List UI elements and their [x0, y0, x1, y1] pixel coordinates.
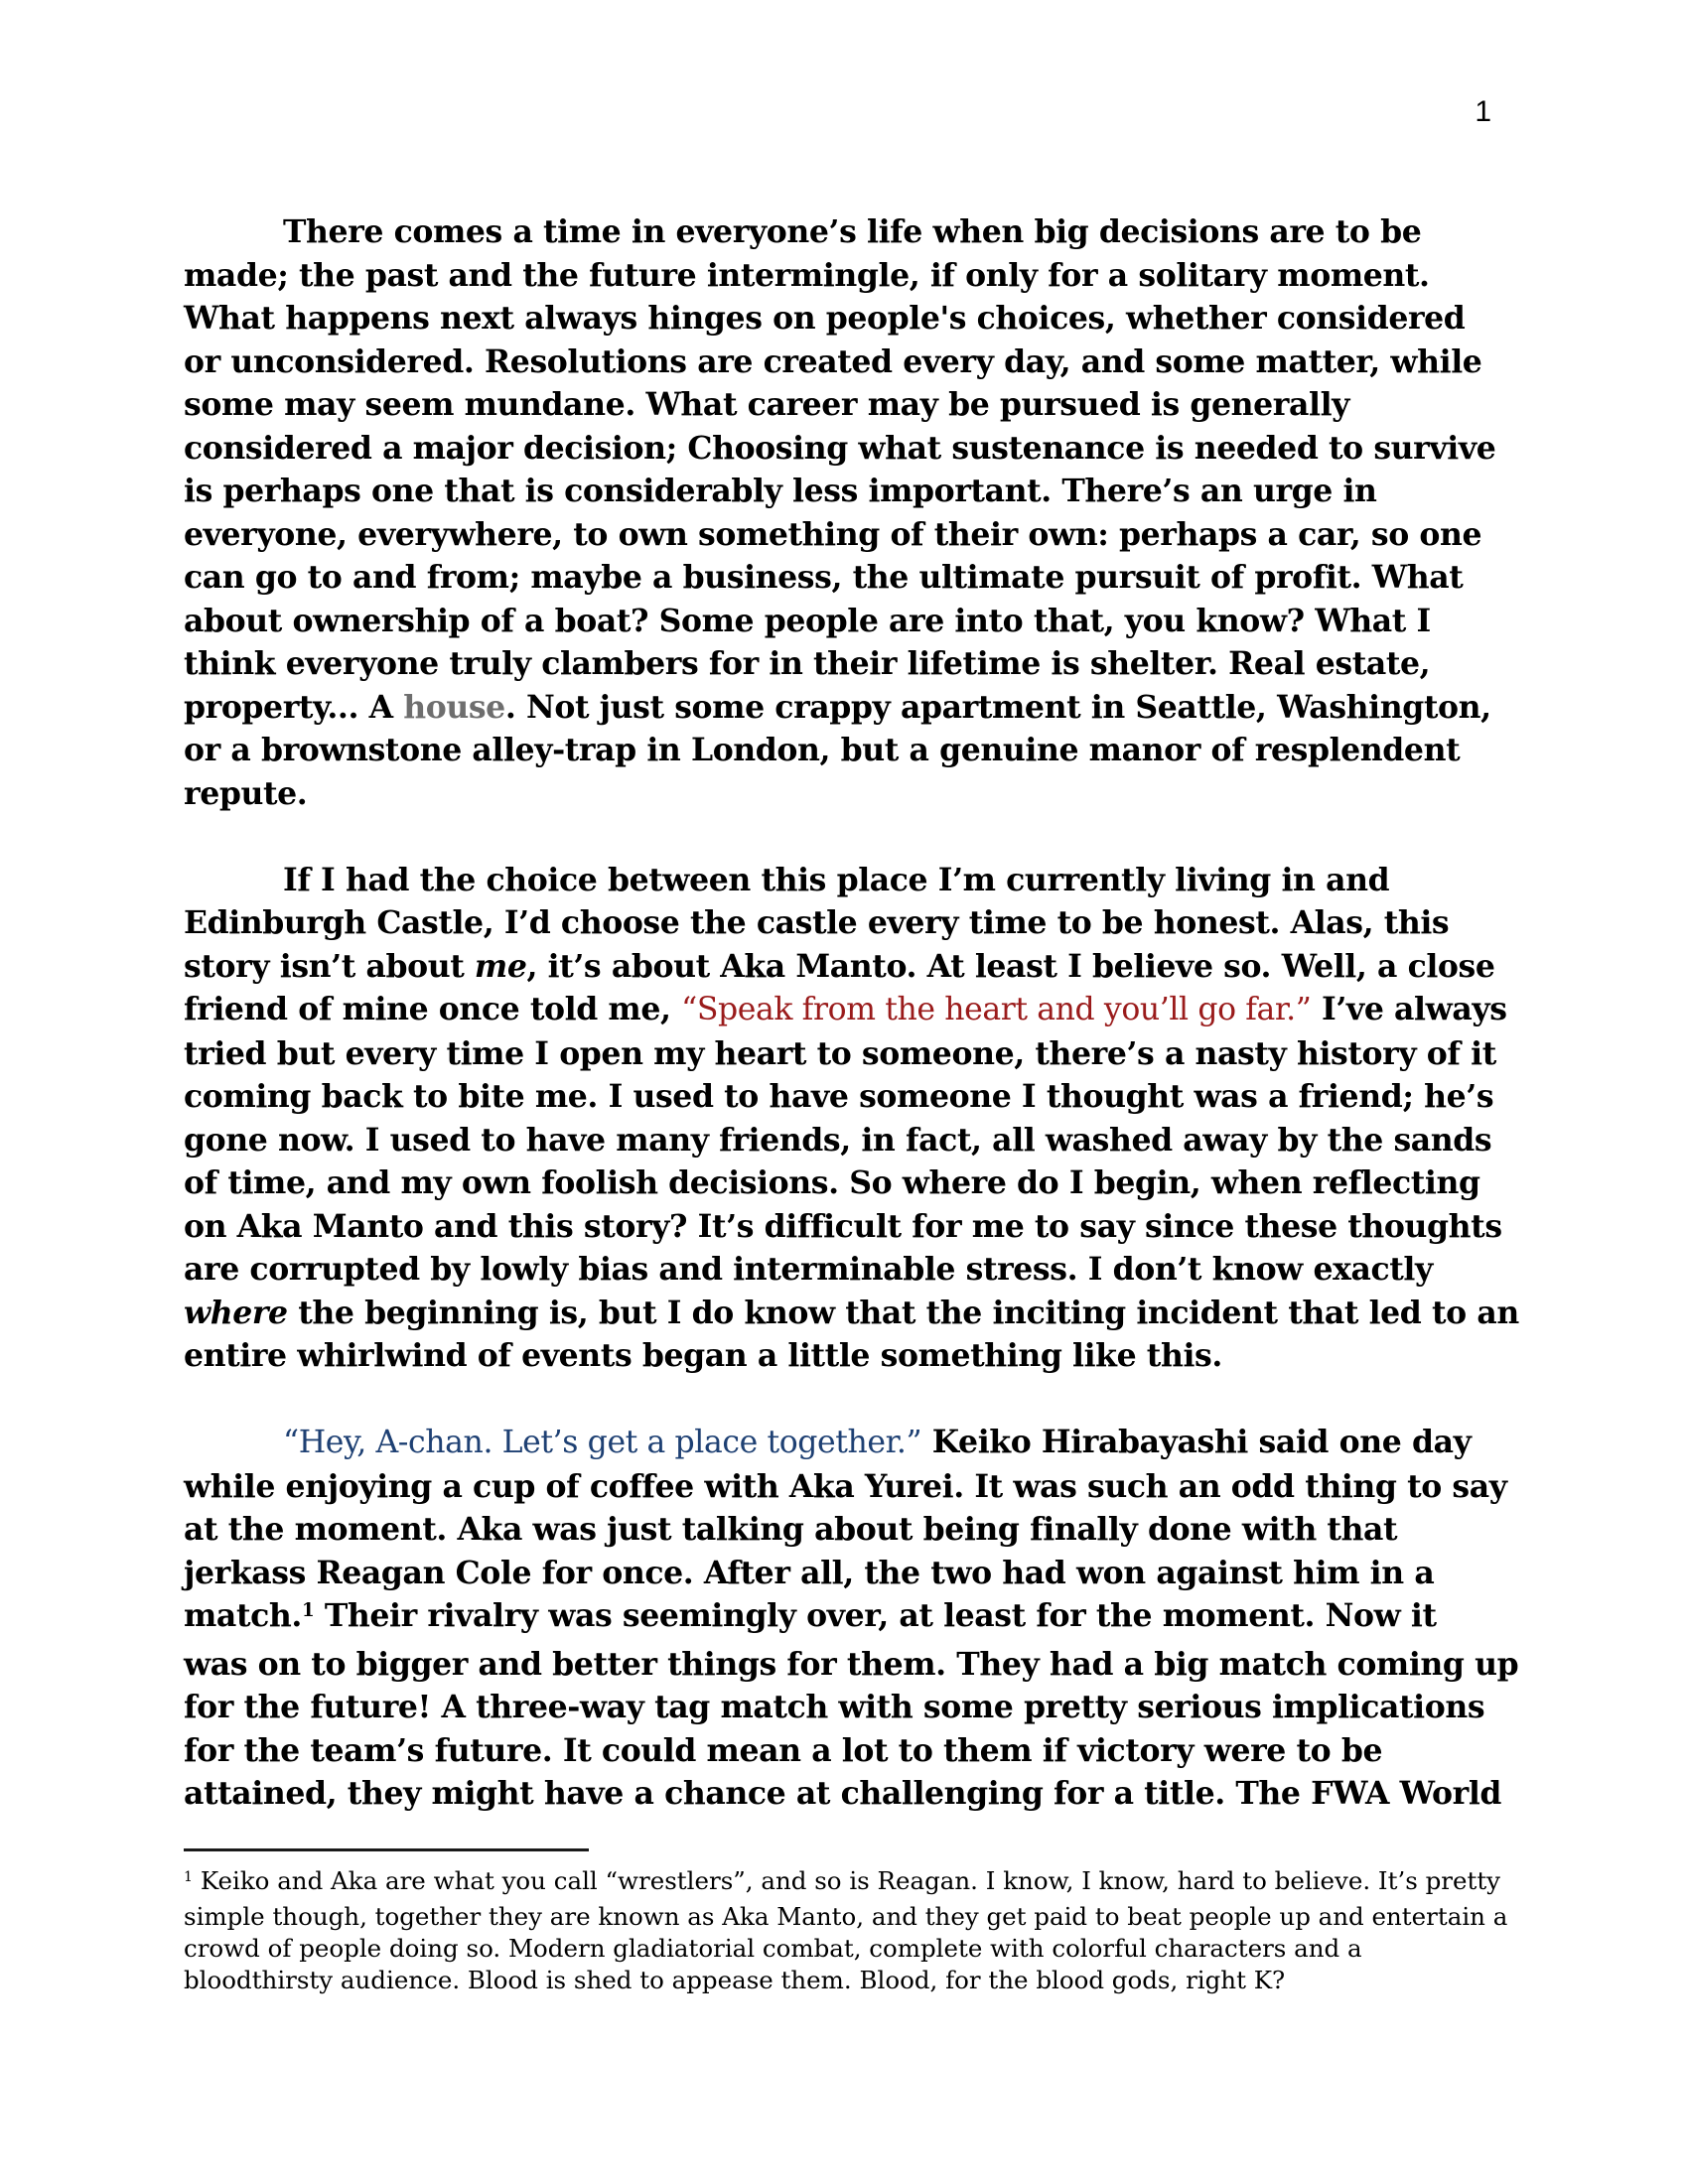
- text-segment: bloodthirsty audience. Blood is shed to appease them. Blood, for the blood gods, right K?: [184, 1965, 1286, 1994]
- text-segment: for the future! A three-way tag match with some pretty serious implications: [184, 1689, 1485, 1725]
- text-line: [184, 901, 1519, 945]
- text-line: [184, 556, 1519, 600]
- text-segment: or unconsidered. Resolutions are created every day, and some matter, while: [184, 342, 1482, 380]
- text-segment: can go to and from; maybe a business, the ultimate pursuit of profit. What: [184, 559, 1464, 596]
- text-segment: story isn’t about: [184, 947, 475, 985]
- text-segment: where: [184, 1294, 288, 1331]
- text-line: [184, 1205, 1519, 1249]
- text-line: [184, 1465, 1519, 1509]
- footnote-ref: 1: [301, 1599, 315, 1621]
- text-segment: everyone, everywhere, to own something of their own: perhaps a car, so one: [184, 515, 1482, 553]
- footnote: [0, 1848, 1688, 1996]
- text-line: [184, 1965, 1519, 1996]
- text-line: [184, 1865, 1519, 1901]
- text-segment: while enjoying a cup of coffee with Aka Yurei. It was such an odd thing to say: [184, 1467, 1507, 1505]
- text-segment: Keiko and Aka are what you call “wrestlers”, and so is Reagan. I know, I know, hard to believe. It’s pretty: [193, 1865, 1501, 1895]
- text-line: [184, 1594, 1519, 1643]
- text-line: [184, 427, 1519, 471]
- text-segment: jerkass Reagan Cole for once. After all, the two had won against him in a: [184, 1554, 1435, 1591]
- text-line: [184, 470, 1519, 513]
- text-segment: me: [474, 947, 527, 985]
- red-quote: “Speak from the heart and you’ll go far.”: [681, 992, 1312, 1027]
- footnote-number: 1: [184, 1868, 194, 1885]
- text-segment: about ownership of a boat? Some people are into that, you know? What I: [184, 602, 1431, 639]
- text-segment: repute.: [184, 774, 308, 812]
- text-segment: on Aka Manto and this story? It’s difficult for me to say since these thoughts: [184, 1207, 1502, 1245]
- text-line: [184, 383, 1519, 427]
- text-segment: property... A: [184, 688, 404, 726]
- text-line: [184, 210, 1519, 254]
- text-segment: crowd of people doing so. Modern gladiatorial combat, complete with colorful characters and a: [184, 1933, 1362, 1963]
- footnote-text: [184, 1865, 1519, 1996]
- footnote-divider: [184, 1848, 589, 1851]
- text-segment: simple though, together they are known as Aka Manto, and they get paid to beat people up and entertain a: [184, 1901, 1508, 1931]
- text-segment: friend of mine once told me,: [184, 991, 682, 1027]
- text-segment: There comes a time in everyone’s life when big decisions are to be: [283, 213, 1422, 250]
- text-segment: Keiko Hirabayashi said one day: [921, 1424, 1472, 1460]
- text-segment: for the team’s future. It could mean a lot to them if victory were to be: [184, 1731, 1383, 1769]
- text-line: [184, 729, 1519, 772]
- paragraph-1: [184, 210, 1519, 815]
- page-number: 1: [1475, 95, 1491, 128]
- text-segment: or a brownstone alley-trap in London, but a genuine manor of resplendent: [184, 732, 1461, 768]
- blue-quote: “Hey, A-chan. Let’s get a place together.”: [283, 1425, 922, 1460]
- text-line: [184, 772, 1519, 816]
- text-line: [184, 341, 1519, 384]
- text-line: [184, 1161, 1519, 1205]
- text-line: [184, 859, 1519, 902]
- house-colored-text: house: [403, 688, 505, 726]
- text-segment: are corrupted by lowly bias and interminable stress. I don’t know exactly: [184, 1251, 1433, 1288]
- text-line: [184, 1248, 1519, 1292]
- text-line: [184, 686, 1519, 730]
- text-line: [184, 1643, 1519, 1687]
- text-line: [184, 1686, 1519, 1729]
- text-segment: attained, they might have a chance at challenging for a title. The FWA World: [184, 1775, 1502, 1812]
- paragraph-2: [184, 859, 1519, 1378]
- text-line: [184, 642, 1519, 686]
- text-segment: What happens next always hinges on people's choices, whether considered: [184, 300, 1466, 337]
- text-segment: the beginning is, but I do know that the inciting incident that led to an: [287, 1294, 1519, 1331]
- text-line: [184, 1901, 1519, 1933]
- text-segment: made; the past and the future intermingle, if only for a solitary moment.: [184, 256, 1430, 294]
- text-line: [184, 945, 1519, 989]
- text-line: [184, 1334, 1519, 1378]
- text-segment: at the moment. Aka was just talking about being finally done with that: [184, 1511, 1398, 1548]
- document-body: [0, 210, 1688, 1816]
- text-line: [184, 1032, 1519, 1076]
- text-segment: of time, and my own foolish decisions. So where do I begin, when reflecting: [184, 1164, 1480, 1201]
- text-line: [184, 254, 1519, 298]
- text-segment: gone now. I used to have many friends, in fact, all washed away by the sands: [184, 1121, 1492, 1159]
- text-segment: think everyone truly clambers for in their lifetime is shelter. Real estate,: [184, 645, 1431, 682]
- paragraph-3: [184, 1421, 1519, 1816]
- text-segment: I’ve always: [1311, 991, 1507, 1027]
- text-line: [184, 1292, 1519, 1335]
- text-segment: considered a major decision; Choosing what sustenance is needed to survive: [184, 429, 1496, 467]
- text-line: [184, 600, 1519, 643]
- text-line: [184, 1552, 1519, 1595]
- text-segment: some may seem mundane. What career may be pursued is generally: [184, 386, 1350, 423]
- text-segment: , it’s about Aka Manto. At least I believe so. Well, a close: [526, 947, 1495, 985]
- text-line: [184, 297, 1519, 341]
- text-segment: tried but every time I open my heart to someone, there’s a nasty history of it: [184, 1034, 1496, 1072]
- text-line: [184, 1933, 1519, 1965]
- text-segment: If I had the choice between this place I’m currently living in and: [283, 861, 1390, 898]
- text-line: [184, 1508, 1519, 1552]
- text-line: [184, 513, 1519, 557]
- text-segment: was on to bigger and better things for them. They had a big match coming up: [184, 1645, 1519, 1683]
- text-line: [184, 1119, 1519, 1162]
- text-segment: coming back to bite me. I used to have someone I thought was a friend; he’s: [184, 1078, 1494, 1115]
- text-line: [184, 1772, 1519, 1816]
- text-segment: match.: [184, 1597, 302, 1634]
- text-segment: Their rivalry was seemingly over, at least for the moment. Now it: [314, 1597, 1437, 1634]
- text-segment: entire whirlwind of events began a little something like this.: [184, 1337, 1222, 1374]
- text-line: [184, 1075, 1519, 1119]
- text-line: [184, 1421, 1519, 1465]
- text-segment: is perhaps one that is considerably less important. There’s an urge in: [184, 473, 1377, 509]
- text-line: [184, 1729, 1519, 1773]
- text-segment: Edinburgh Castle, I’d choose the castle every time to be honest. Alas, this: [184, 904, 1450, 941]
- text-line: [184, 988, 1519, 1032]
- text-segment: . Not just some crappy apartment in Seattle, Washington,: [504, 688, 1491, 726]
